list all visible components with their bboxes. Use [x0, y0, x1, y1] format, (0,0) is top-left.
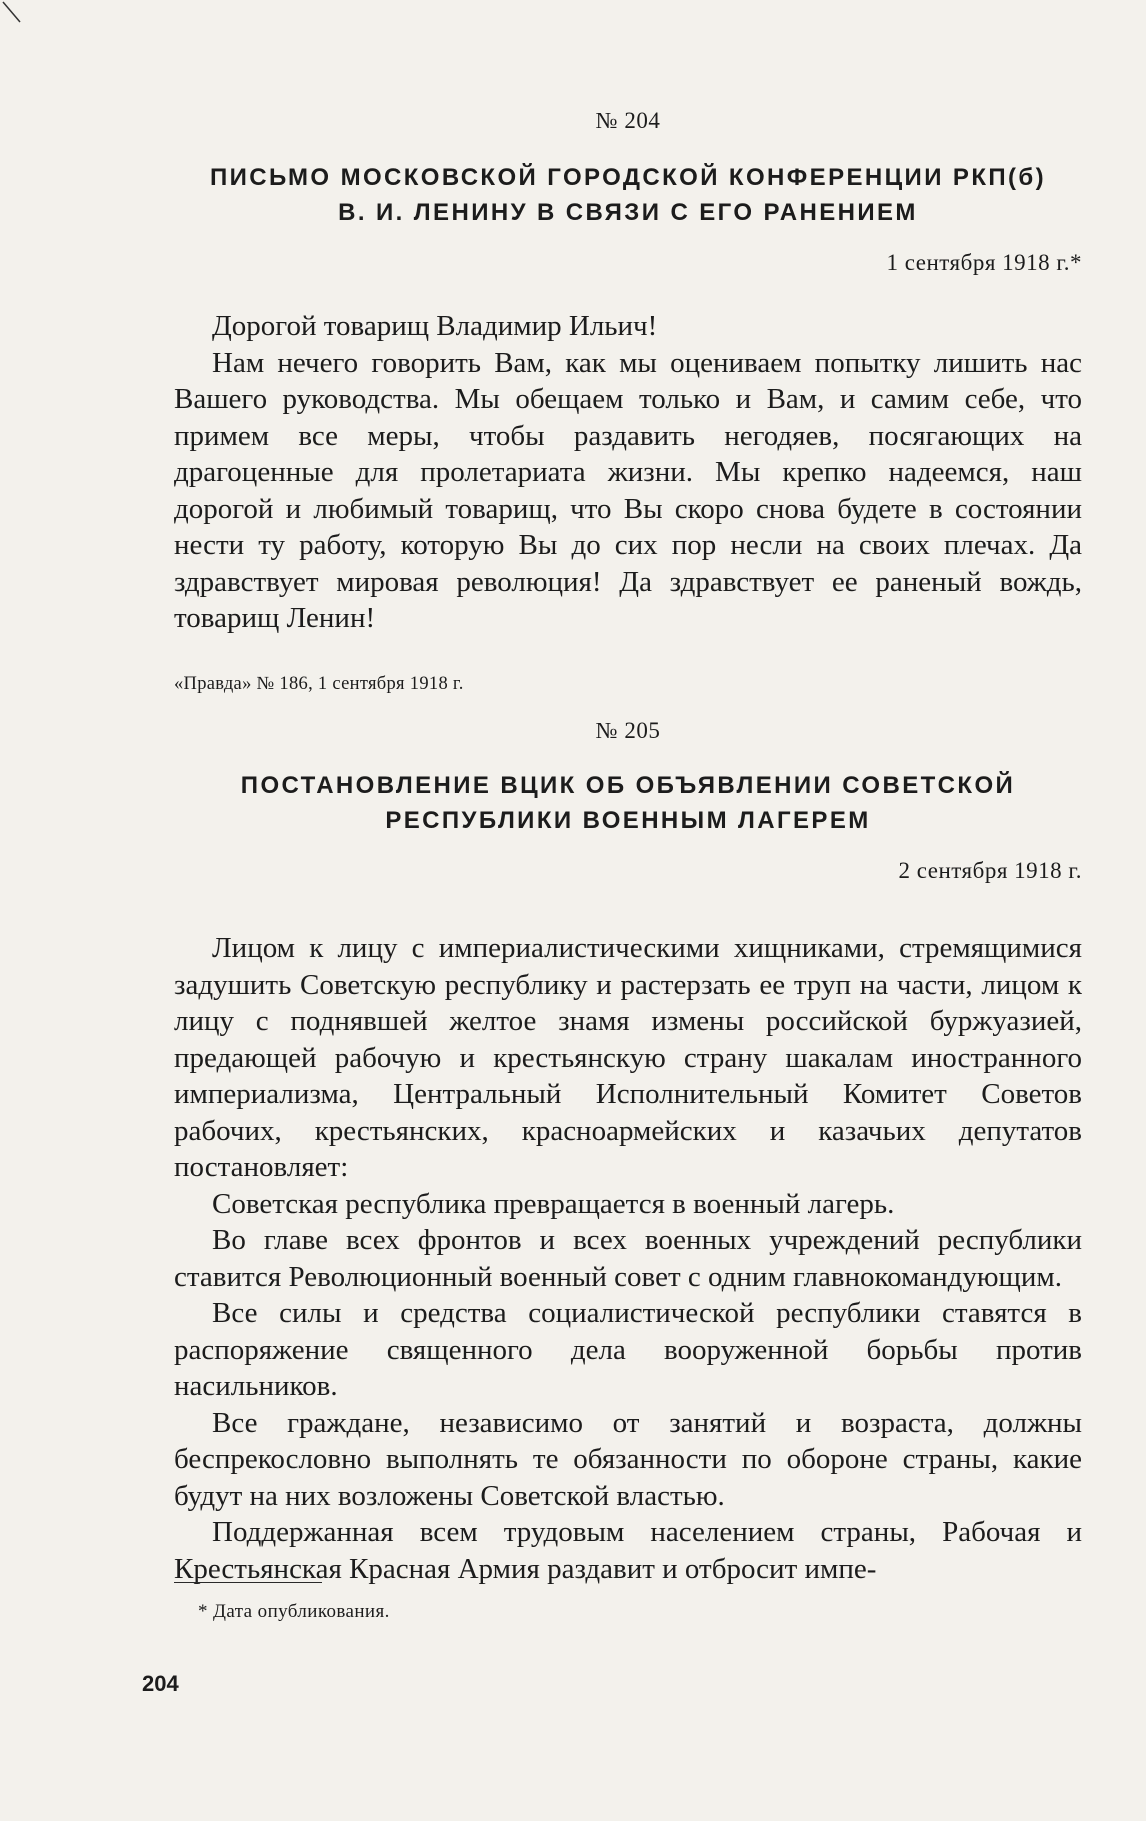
scan-corner-mark: [0, 0, 26, 26]
book-page: [142, 0, 1082, 1821]
document-204-title-line-1: ПИСЬМО МОСКОВСКОЙ ГОРОДСКОЙ КОНФЕРЕНЦИИ РКП(б): [209, 164, 1047, 191]
document-205-paragraph-military-camp: Советская республика превращается в военный лагерь.: [212, 1187, 895, 1220]
document-205-paragraph-preamble: Лицом к лицу с империалистическими хищниками, стремящимися задушить Советскую республику и растерзать ее труп на части, лицом к лицу с поднявшей желтое знамя измены российской буржуазией, предающей рабочую и крестьянскую страну шакалам иностранного империализма, Центральный Исполнительный Комитет Советов рабочих, крестьянских, красноармейских и казачьих депутатов постановляет:: [174, 932, 1082, 1183]
document-205-paragraph-citizens: Все граждане, независимо от занятий и возраста, должны беспрекословно выполнять те обязанности по обороне страны, какие будут на них возложены Советской властью.: [174, 1406, 1082, 1512]
document-204-date: 1 сентября 1918 г.*: [886, 250, 1082, 275]
footnote: * Дата опубликования.: [198, 1601, 390, 1622]
document-205-date: 2 сентября 1918 г.: [898, 858, 1082, 883]
document-204-title-line-2: В. И. ЛЕНИНУ В СВЯЗИ С ЕГО РАНЕНИЕМ: [338, 199, 918, 226]
document-205-title-line-2: РЕСПУБЛИКИ ВОЕННЫМ ЛАГЕРЕМ: [385, 807, 871, 834]
document-205-paragraph-red-army: Поддержанная всем трудовым населением страны, Рабочая и Крестьянская Красная Армия раздавит и отбросит импе-: [174, 1516, 1082, 1585]
document-204-number: № 204: [595, 108, 661, 133]
document-205-body: [174, 930, 1082, 1587]
document-204-salutation: Дорогой товарищ Владимир Ильич!: [212, 310, 658, 342]
page-number: 204: [142, 1671, 179, 1696]
footnote-divider: [174, 1582, 322, 1583]
document-204-source: «Правда» № 186, 1 сентября 1918 г.: [174, 674, 464, 694]
document-205-title: [174, 768, 1082, 838]
document-204-title: [174, 160, 1082, 230]
document-205-paragraph-forces: Все силы и средства социалистической республики ставятся в распоряжение священного дела вооруженной борьбы против насильников.: [174, 1297, 1082, 1402]
document-204-paragraph: Нам нечего говорить Вам, как мы оцениваем попытку лишить нас Вашего руководства. Мы обещаем только и Вам, и самим себе, что примем все меры, чтобы раздавить негодяев, посягающих на драгоценные для пролетариата жизни. Мы крепко надеемся, наш дорогой и любимый товарищ, что Вы скоро снова будете в состоянии нести ту работу, которую Вы до сих пор несли на своих плечах. Да здравствует мировая революция! Да здравствует ее раненый вождь, товарищ Ленин!: [174, 346, 1082, 634]
document-205-number: № 205: [595, 718, 661, 743]
document-204-body: [174, 308, 1082, 637]
document-205-paragraph-military-council: Во главе всех фронтов и всех военных учреждений республики ставится Революционный военный совет с одним главнокомандующим.: [174, 1224, 1082, 1293]
document-205-title-line-1: ПОСТАНОВЛЕНИЕ ВЦИК ОБ ОБЪЯВЛЕНИИ СОВЕТСКОЙ: [240, 772, 1016, 799]
